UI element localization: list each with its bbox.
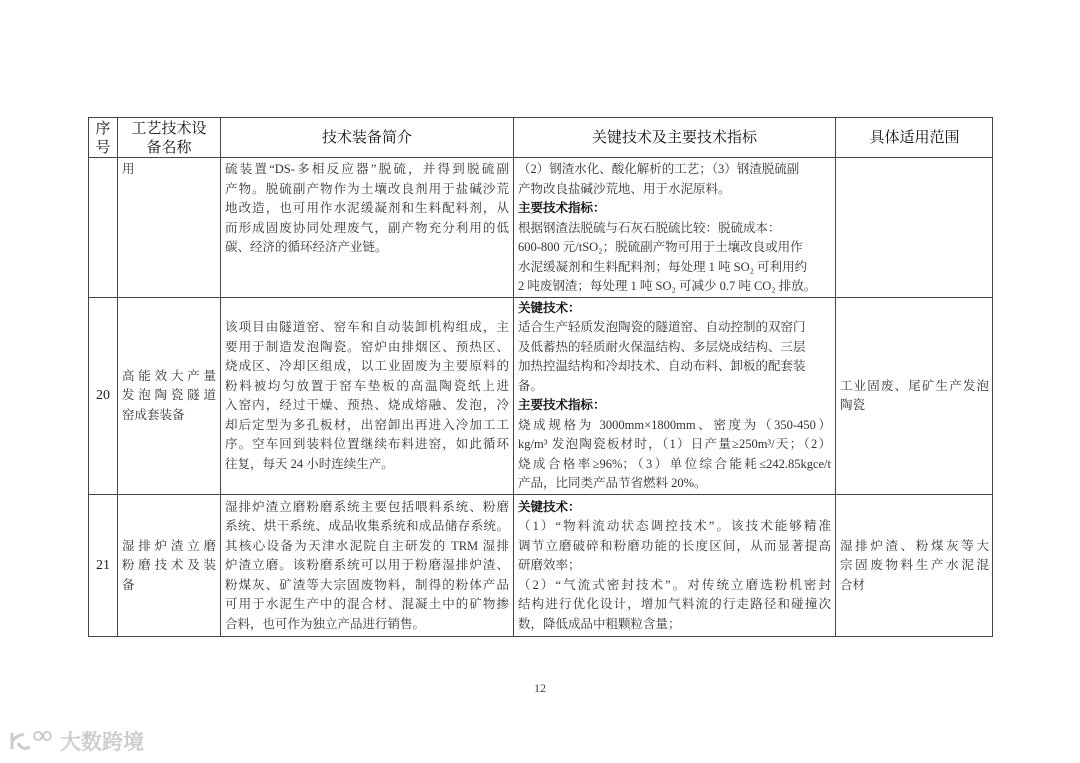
intro-text-line: 粉料被均匀放置于窑车垫板的高温陶瓷纸上进 (225, 378, 509, 393)
intro-text-line: 而形成固废协同处理废气，副产物充分利用的低 (225, 220, 509, 235)
page-number: 12 (534, 681, 546, 695)
name-text-line: 备 (122, 577, 135, 592)
row-21-scope-cell (836, 495, 993, 637)
scope-text-line: 工业固废、尾矿生产发泡 (840, 378, 989, 393)
row-21-intro-cell (221, 495, 514, 637)
key-text-line: 研磨效率； (518, 558, 581, 573)
key-text-line: 备。 (518, 378, 544, 393)
row-cont-intro-cell (221, 158, 514, 298)
name-text-line: 发泡陶瓷隧道 (122, 388, 216, 403)
row-cont-seq-cell (89, 158, 118, 298)
row-cont-key-cell (514, 158, 836, 298)
equipment-table (88, 117, 993, 637)
intro-text-line: 硫装置“DS-多相反应器”脱硫，并得到脱硫副 (225, 162, 509, 176)
section-heading: 关键技术： (518, 300, 581, 315)
key-text-line: 产物改良盐碱沙荒地、用于水泥原料。 (518, 181, 731, 196)
intro-text-line: 烧成区、冷却区组成，以工业固废为主要原料的 (225, 359, 509, 373)
key-text-line: （2）“气流式密封技术”。对传统立磨选粉机密封 (518, 577, 831, 592)
row-20-name-cell (118, 298, 221, 495)
intro-text-line: 炉渣立磨。该粉磨系统可以用于粉磨湿排炉渣、 (225, 558, 509, 573)
key-text-line: kg/m³ 发泡陶瓷板材时，（1）日产量≥250m³/天；（2） (518, 437, 831, 451)
row-cont-name-cell (118, 158, 221, 298)
intro-text-line: 其核心设备为天津水泥院自主研发的 TRM 湿排 (225, 538, 509, 553)
key-text-line: 产品，比同类产品节省燃料 20%。 (518, 476, 707, 490)
intro-text-line: 却后定型为多孔板材，出窑卸出再进入冷加工工 (225, 417, 509, 432)
row-20-seq-cell (89, 298, 118, 495)
key-text-line: 结构进行优化设计，增加气料流的行走路径和碰撞次 (518, 597, 831, 612)
key-text-line: 2 吨废钢渣；每处理 1 吨 SO₂ 可减少 0.7 吨 CO₂ 排放。 (518, 279, 817, 293)
row-21-name-cell (118, 495, 221, 637)
header-scope-label: 具体适用范围 (869, 128, 960, 146)
row-21-seq-cell (89, 495, 118, 637)
row-20-scope-cell (836, 298, 993, 495)
header-name-line: 备名称 (146, 137, 192, 156)
row-cont-scope-cell (836, 158, 993, 298)
intro-text-line: 合料，也可作为独立产品进行销售。 (225, 616, 426, 631)
watermark-logo-icon (8, 729, 54, 753)
name-text-line: 湿排炉渣立磨 (122, 538, 216, 553)
section-heading: 主要技术指标： (518, 201, 606, 215)
intro-text-line: 系统、烘干系统、成品收集系统和成品储存系统。 (225, 519, 509, 534)
header-intro-label: 技术装备简介 (321, 128, 412, 146)
key-text-line: 加热控温结构和冷却技术、自动布料、卸板的配套装 (518, 359, 806, 373)
key-text-line: 烧成规格为 3000mm×1800mm、密度为（350-450） (518, 417, 831, 432)
header-intro (221, 118, 514, 158)
key-text-line: 调节立磨破碎和粉磨功能的长度区间，从而显著提高 (518, 538, 831, 553)
intro-text-line: 入窑内，经过干燥、预热、烧成熔融、发泡，冷 (225, 398, 509, 412)
row-21-key-cell (514, 495, 836, 637)
key-text-line: 600-800 元/tSO₂；脱硫副产物可用于土壤改良或用作 (518, 240, 803, 254)
intro-text-line: 地改造，也可用作水泥缓凝剂和生料配料剂，从 (225, 201, 509, 215)
intro-text-line: 要用于制造发泡陶瓷。窑炉由排烟区、预热区、 (225, 339, 509, 354)
key-text-line: （2）钢渣水化、酸化解析的工艺；（3）钢渣脱硫副 (518, 162, 800, 176)
key-text-line: 适合生产轻质发泡陶瓷的隧道窑、自动控制的双窑门 (518, 320, 806, 334)
intro-text-line: 产物。脱硫副产物作为土壤改良剂用于盐碱沙荒 (225, 181, 509, 196)
section-heading: 关键技术： (518, 499, 581, 514)
intro-text-line: 湿排炉渣立磨粉磨系统主要包括喂料系统、粉磨 (225, 499, 509, 514)
intro-text-line: 碳、经济的循环经济产业链。 (225, 240, 388, 254)
intro-text-line: 序。空车回到装料位置继续布料进窑，如此循环 (225, 437, 509, 451)
name-text-line: 用 (122, 162, 135, 176)
name-text-line: 高能效大产量 (122, 368, 216, 383)
header-name (118, 118, 221, 158)
watermark-text: 大数跨境 (60, 730, 144, 754)
intro-text-line: 可用于水泥生产中的混合材、混凝土中的矿物掺 (225, 597, 509, 612)
row-20-intro-cell (221, 298, 514, 495)
section-heading: 主要技术指标： (518, 398, 606, 412)
scope-text-line: 陶瓷 (840, 398, 866, 412)
row-number: 20 (96, 388, 110, 403)
watermark (8, 726, 144, 756)
scope-text-line: 合材 (840, 577, 866, 592)
key-text-line: 根据钢渣法脱硫与石灰石脱硫比较：脱硫成本： (518, 220, 781, 235)
header-scope (836, 118, 993, 158)
header-seq-line: 序 (95, 118, 111, 137)
row-20-key-cell (514, 298, 836, 495)
header-name-line: 工艺技术设 (131, 118, 207, 137)
intro-text-line: 粉煤灰、矿渣等大宗固废物料，制得的粉体产品 (225, 577, 509, 592)
key-text-line: 及低蓄热的轻质耐火保温结构、多层烧成结构、三层 (518, 339, 806, 354)
name-text-line: 窑成套装备 (122, 407, 185, 422)
key-text-line: 水泥缓凝剂和生料配料剂；每处理 1 吨 SO₂ 可利用约 (518, 259, 808, 274)
scope-text-line: 湿排炉渣、粉煤灰等大 (840, 538, 989, 553)
header-seq-line: 号 (95, 137, 111, 156)
header-seq (89, 118, 118, 158)
scope-text-line: 宗固废物料生产水泥混 (840, 558, 989, 573)
key-text-line: 烧成合格率≥96%；（3）单位综合能耗≤242.85kgce/t (518, 456, 831, 471)
key-text-line: 数，降低成品中粗颗粒含量； (518, 616, 681, 631)
row-number: 21 (96, 558, 110, 573)
key-text-line: （1）“物料流动状态调控技术”。该技术能够精准 (518, 519, 831, 534)
intro-text-line: 该项目由隧道窑、窑车和自动装卸机构组成，主 (225, 320, 509, 334)
intro-text-line: 往复，每天 24 小时连续生产。 (225, 456, 394, 471)
header-key (514, 118, 836, 158)
name-text-line: 粉磨技术及装 (122, 558, 216, 573)
header-key-label: 关键技术及主要技术指标 (591, 128, 757, 146)
